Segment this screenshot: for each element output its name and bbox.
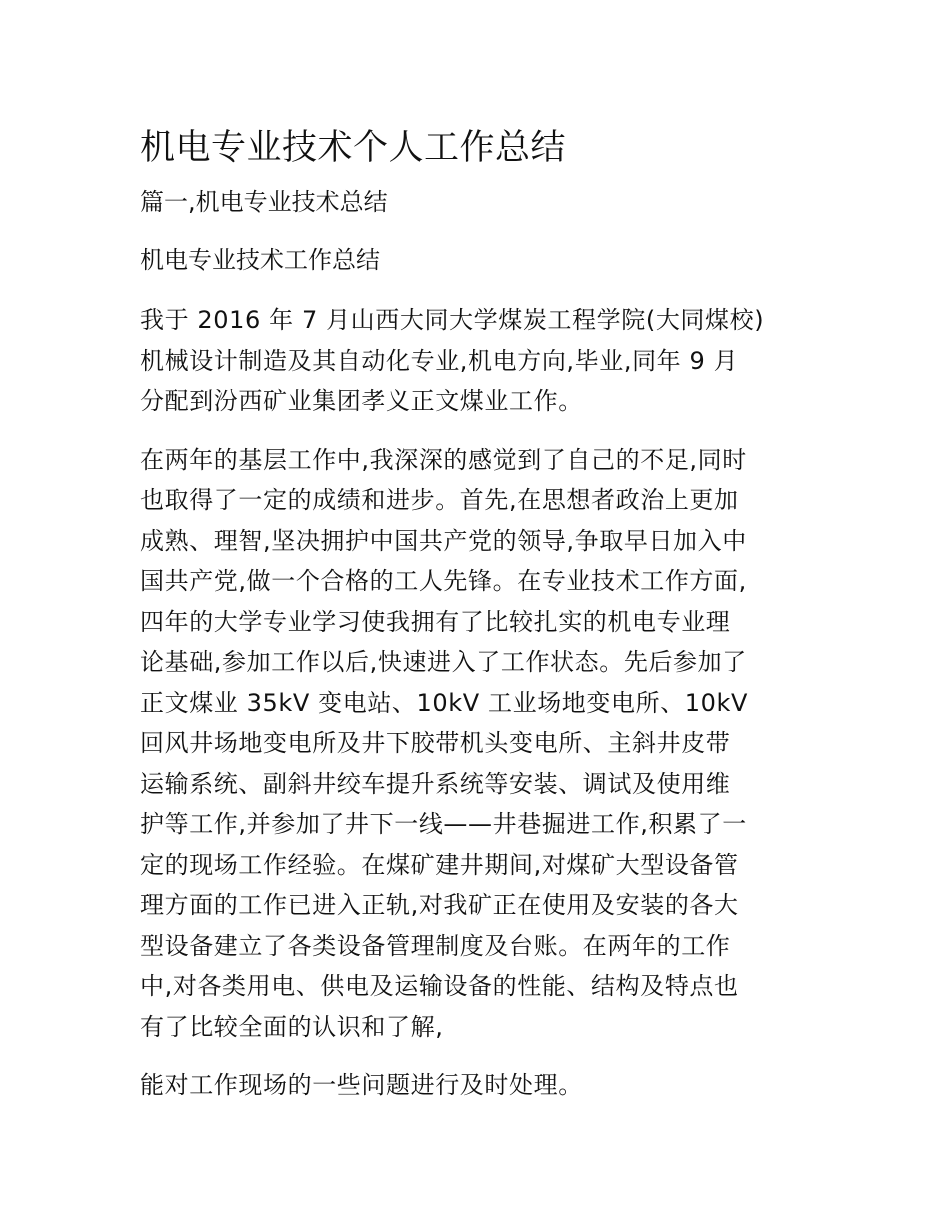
document-body <box>140 122 820 1124</box>
document-title: 机电专业技术个人工作总结 <box>140 128 567 168</box>
sub-heading: 机电专业技术工作总结 <box>140 246 380 274</box>
paragraph-line: 能对工作现场的一些问题进行及时处理。 <box>140 1071 583 1099</box>
paragraph <box>140 440 820 1048</box>
paragraph-line: 理方面的工作已进入正轨,对我矿正在使用及安装的各大 <box>140 891 739 919</box>
paragraph-line: 也取得了一定的成绩和进步。首先,在思想者政治上更加 <box>140 486 739 514</box>
paragraph-line: 运输系统、副斜井绞车提升系统等安装、调试及使用维 <box>140 769 731 798</box>
paragraph-line: 论基础,参加工作以后,快速进入了工作状态。先后参加了 <box>140 648 747 676</box>
paragraph-line: 回风井场地变电所及井下胶带机头变电所、主斜井皮带 <box>140 729 731 757</box>
section-heading: 篇一,机电专业技术总结 <box>140 188 388 216</box>
paragraph-line: 型设备建立了各类设备管理制度及台账。在两年的工作 <box>140 931 731 960</box>
paragraph-line: 正文煤业 35kV 变电站、10kV 工业场地变电所、10kV <box>140 688 749 717</box>
paragraph-line: 机械设计制造及其自动化专业,机电方向,毕业,同年 9 月 <box>140 346 739 375</box>
paragraph <box>140 300 820 422</box>
paragraph <box>140 1065 820 1106</box>
paragraph-line: 分配到汾西矿业集团孝义正文煤业工作。 <box>140 387 583 415</box>
paragraph-line: 在两年的基层工作中,我深深的感觉到了自己的不足,同时 <box>140 445 747 474</box>
paragraph-line: 我于 2016 年 7 月山西大同大学煤炭工程学院(大同煤校) <box>140 306 765 334</box>
paragraph-line: 国共产党,做一个合格的工人先锋。在专业技术工作方面, <box>140 567 747 595</box>
paragraph-line: 中,对各类用电、供电及运输设备的性能、结构及特点也 <box>140 972 739 1000</box>
paragraph-line: 定的现场工作经验。在煤矿建井期间,对煤矿大型设备管 <box>140 850 739 879</box>
paragraph-line: 四年的大学专业学习使我拥有了比较扎实的机电专业理 <box>140 607 731 636</box>
paragraph-line: 护等工作,并参加了井下一线——井巷掘进工作,积累了一 <box>140 810 747 838</box>
paragraph-line: 成熟、理智,坚决拥护中国共产党的领导,争取早日加入中 <box>140 526 747 555</box>
paragraph-line: 有了比较全面的认识和了解, <box>140 1012 444 1041</box>
